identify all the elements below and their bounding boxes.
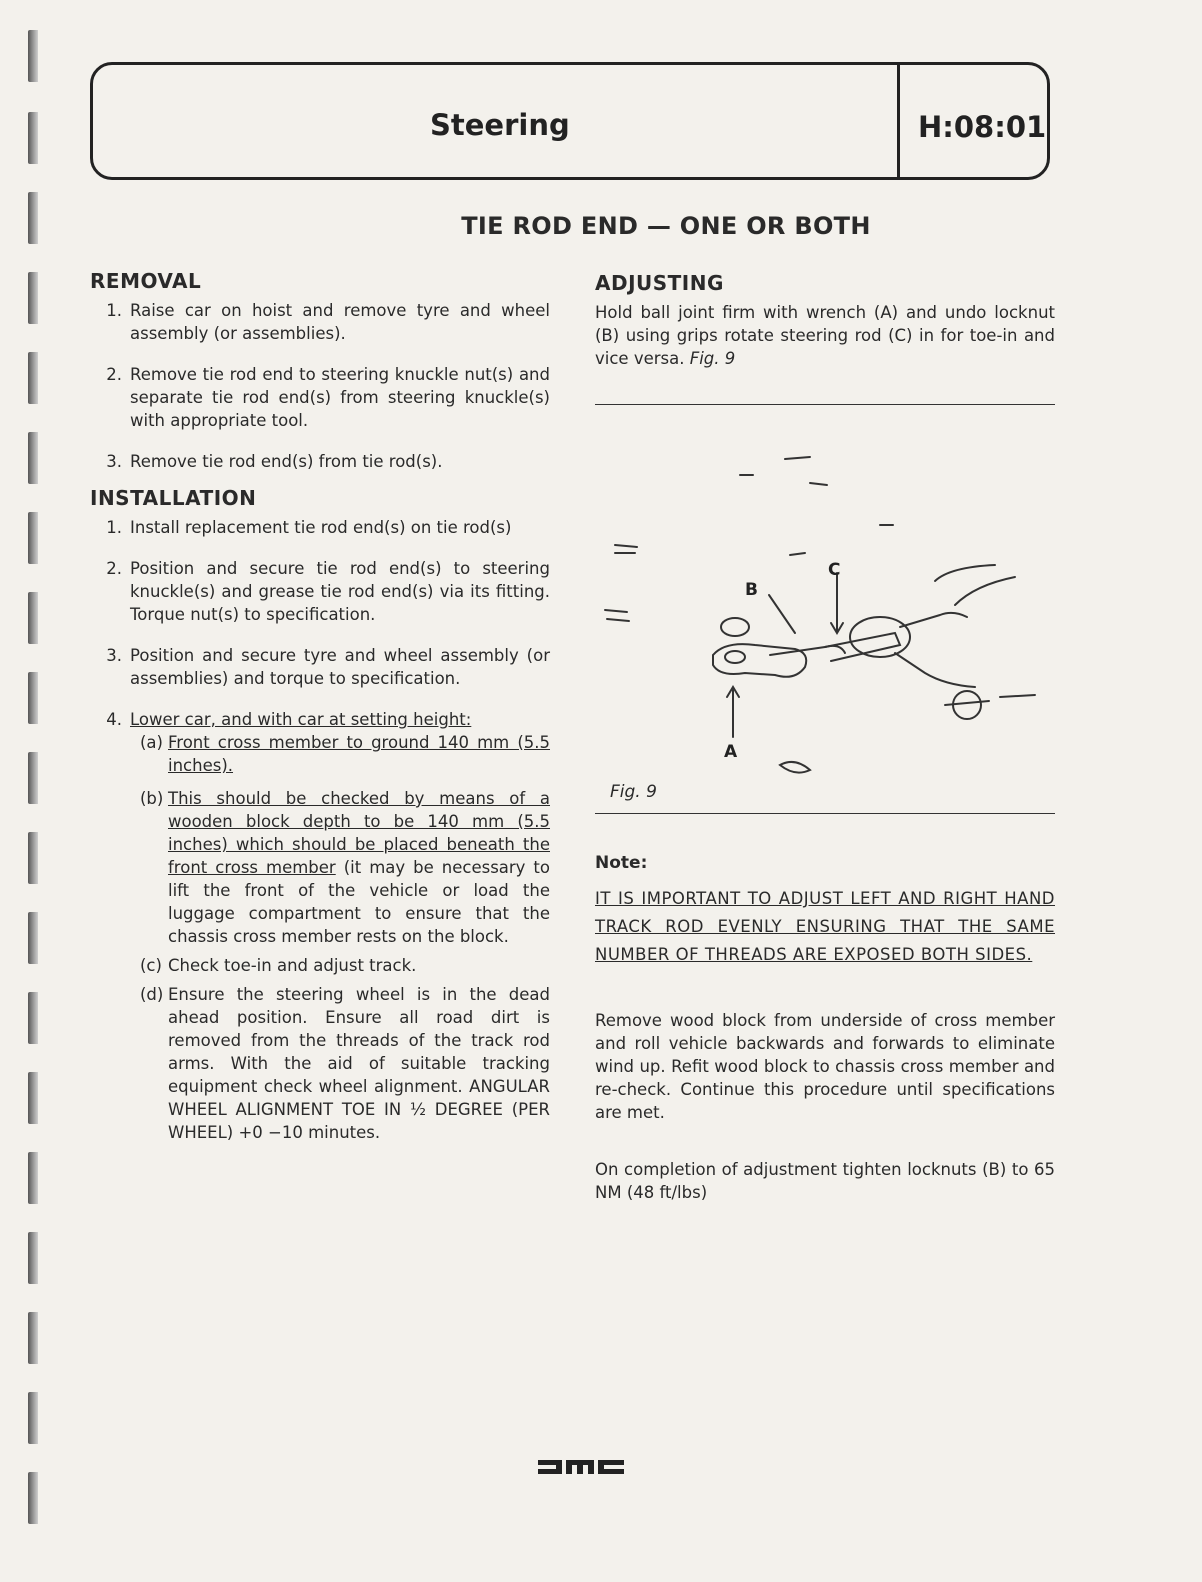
installation-heading: INSTALLATION <box>90 486 257 510</box>
paragraph: Remove wood block from underside of cross member and roll vehicle backwards and forwards to eliminate wind up. Refit wood block to chassis cross member and re-check. Continue this procedure until specifications are met. <box>595 1011 1055 1122</box>
list-item <box>90 299 550 345</box>
adjusting-text <box>595 301 1055 370</box>
figure-9 <box>595 405 1055 813</box>
sub-item-text: Ensure the steering wheel is in the dead ahead position. Ensure all road dirt is removed from the threads of the track rod arms. With the aid of suitable tracking equipment check wheel alignment. ANGULAR WHEEL ALIGNMENT TOE IN ½ DEGREE (PER WHEEL) +0 −10 minutes. <box>168 985 550 1142</box>
page-title: TIE ROD END — ONE OR BOTH <box>461 212 871 240</box>
item-number: 1. <box>106 301 122 320</box>
binder-mark <box>28 1152 38 1204</box>
sub-item-underlined: This should be checked by means of a wooden block depth to be 140 mm (5.5 inches) which should be placed beneath the front cross member <box>168 789 550 877</box>
tie-rod-illustration <box>595 405 1055 813</box>
binder-mark <box>28 832 38 884</box>
label-a: A <box>724 742 738 762</box>
item-text: Raise car on hoist and remove tyre and wheel assembly (or assemblies). <box>130 301 550 343</box>
sub-item-label: (d) <box>140 985 164 1004</box>
paragraph: On completion of adjustment tighten locknuts (B) to 65 NM (48 ft/lbs) <box>595 1160 1055 1202</box>
item-number: 3. <box>106 452 122 471</box>
dmc-logo <box>538 1448 626 1488</box>
item-text: Position and secure tyre and wheel assembly (or assemblies) and torque to specification. <box>130 646 550 688</box>
sub-item-label: (c) <box>140 956 162 975</box>
item-text: Remove tie rod end to steering knuckle nut(s) and separate tie rod end(s) from steering knuckle(s) with appropriate tool. <box>130 365 550 430</box>
list-item <box>90 516 550 539</box>
binder-mark <box>28 30 38 82</box>
item-number: 4. <box>106 710 122 729</box>
note-body: IT IS IMPORTANT TO ADJUST LEFT AND RIGHT HAND TRACK ROD EVENLY ENSURING THAT THE SAME NUMBER OF THREADS ARE EXPOSED BOTH SIDES. <box>595 889 1055 964</box>
sub-item <box>130 954 550 977</box>
header-box <box>90 62 1050 180</box>
header-divider <box>897 64 900 178</box>
sub-item-rest: (it may be necessary to lift the front of the vehicle or load the luggage compartment to ensure that the chassis cross member rests on the block. <box>168 858 550 946</box>
binder-mark <box>28 1392 38 1444</box>
binder-mark <box>28 992 38 1044</box>
binder-mark <box>28 1072 38 1124</box>
figure-reference: Fig. 9 <box>689 349 736 368</box>
binder-mark <box>28 432 38 484</box>
figure-caption: Fig. 9 <box>610 782 657 802</box>
figure-bottom-rule <box>595 813 1055 814</box>
item-number: 1. <box>106 518 122 537</box>
list-item <box>90 557 550 626</box>
binder-mark <box>28 1472 38 1524</box>
item-text: Install replacement tie rod end(s) on tie rod(s) <box>130 518 512 537</box>
binder-mark <box>28 672 38 724</box>
list-item <box>90 363 550 432</box>
binder-mark <box>28 1312 38 1364</box>
sub-item-label: (b) <box>140 789 164 808</box>
sub-item-label: (a) <box>140 733 163 752</box>
label-c: C <box>828 560 841 580</box>
list-item <box>90 708 550 1150</box>
binder-mark <box>28 912 38 964</box>
adjusting-body: Hold ball joint firm with wrench (A) and undo locknut (B) using grips rotate steering rod (C) in for toe-in and vice versa. <box>595 303 1055 368</box>
adjusting-heading: ADJUSTING <box>595 271 724 295</box>
item-text: Lower car, and with car at setting height: <box>130 710 472 729</box>
binder-mark <box>28 512 38 564</box>
item-number: 2. <box>106 559 122 578</box>
left-column <box>90 270 550 1150</box>
item-number: 2. <box>106 365 122 384</box>
binder-mark <box>28 272 38 324</box>
list-item <box>90 644 550 690</box>
binder-mark <box>28 592 38 644</box>
page-code: H:08:01 <box>918 110 1047 144</box>
label-b: B <box>745 580 758 600</box>
sub-item <box>130 787 550 948</box>
removal-heading: REMOVAL <box>90 269 202 293</box>
item-text: Remove tie rod end(s) from tie rod(s). <box>130 452 443 471</box>
sub-item <box>130 983 550 1144</box>
right-column <box>595 272 1055 1204</box>
list-item <box>90 450 550 473</box>
sub-item-text <box>168 787 550 948</box>
binder-mark <box>28 112 38 164</box>
binder-mark <box>28 352 38 404</box>
section-title: Steering <box>430 108 570 142</box>
sub-item-text: Check toe-in and adjust track. <box>168 956 417 975</box>
item-text: Position and secure tie rod end(s) to steering knuckle(s) and grease tie rod end(s) via its fitting. Torque nut(s) to specification. <box>130 559 550 624</box>
note-heading: Note: <box>595 853 648 873</box>
binder-mark <box>28 752 38 804</box>
sub-item-text: Front cross member to ground 140 mm (5.5 inches). <box>168 733 550 775</box>
item-number: 3. <box>106 646 122 665</box>
sub-item <box>130 731 550 777</box>
binder-mark <box>28 1232 38 1284</box>
